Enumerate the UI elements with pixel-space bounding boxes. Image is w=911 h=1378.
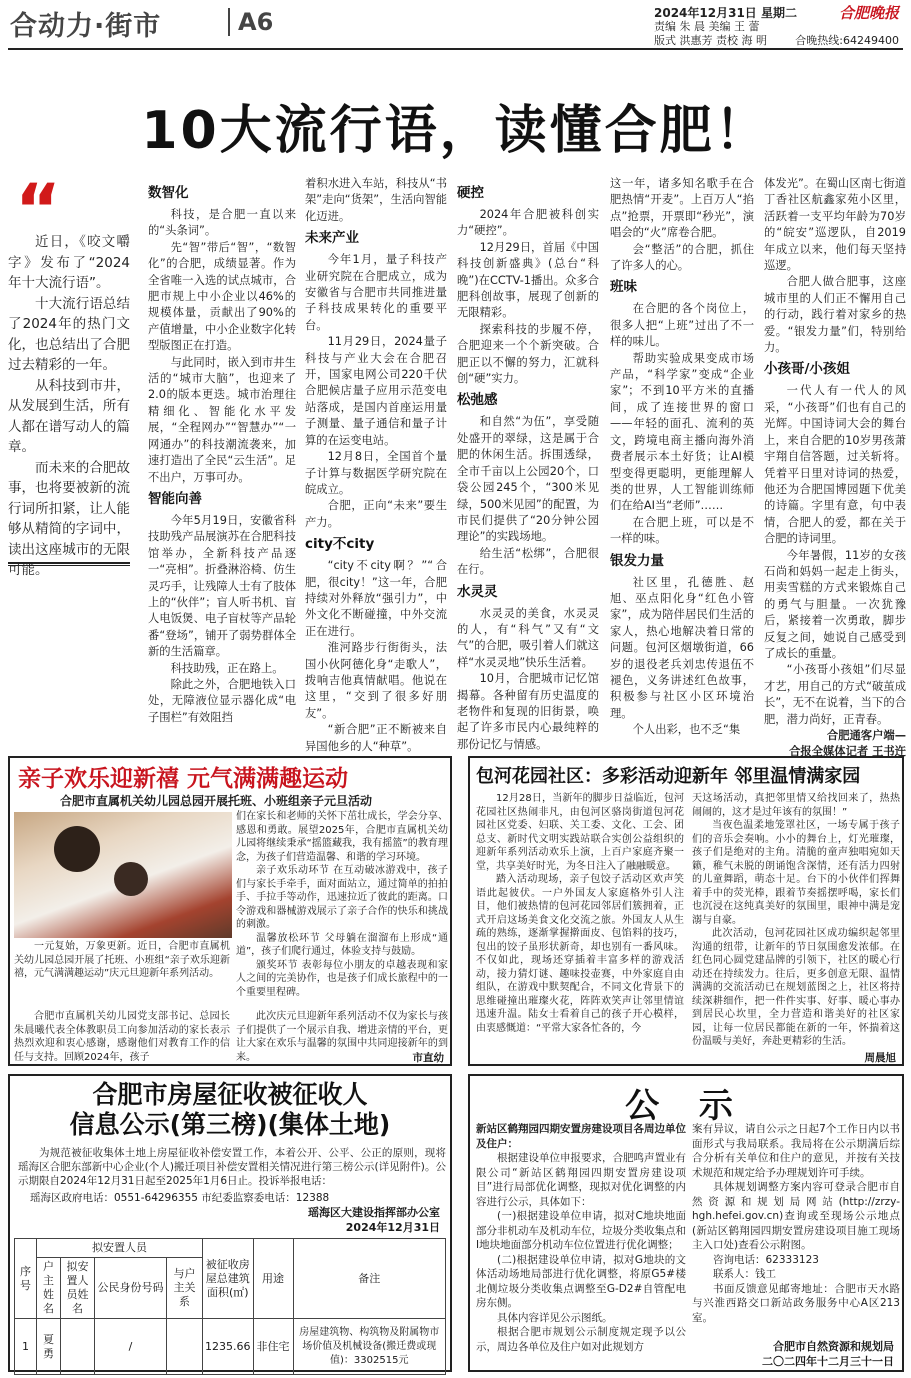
kids-subtitle: 合肥市直属机关幼儿园总园开展托班、小班组亲子元旦活动 xyxy=(60,794,373,808)
kids-bottom-right: 此次庆元旦迎新年系列活动不仅为家长与孩子们提供了一个展示自我、增进亲情的平台，更让大家在欢乐与温馨的氛围中共同迎接新年的到来。 xyxy=(236,1011,448,1063)
header-rule xyxy=(8,48,903,50)
article-column-5: 体发光”。在蜀山区南七街道丁香社区航鑫家苑小区里，活跃着一支平均年龄为70岁的“皖安”巡逻队，自2019年成立以来，他们每天坚持巡逻。 合肥人做合肥事，这座城市里的人们正不懈用自己的行动，践行着对家乡的热爱。“银发力量”们，特别给力。 小孩哥/小孩姐 一代人有一代人的风采，“小孩哥”们也有自己的光辉。中国诗词大会的舞台上，来自合肥的10岁男孩萧宇翔自信答题，过关斩将。凭着平日里对诗词的热爱，他还为合肥国博园题下优美的诗篇。字里有意，句中表情，合肥人的爱，都在关于合肥的诗词里。 今年暑假，11岁的女孩石尚和妈妈一起走上街头，用卖雪糕的方式来锻炼自己的勇气与胆量。一次犹豫后，紧接着一次勇敢，脚步反复之间，她说自己感受到了成长的重量。 “小孩哥小孩姐”们尽显才艺，用自己的方式“破茧成长”，无不在说着，当下的合肥，潜力尚好，正青春。 合肥通客户端— 合报全媒体记者 王书迕 xyxy=(764,176,906,740)
kids-right-text: 们在家长和老师的关怀下茁壮成长，学会分享、感恩和勇敢。展望2025年，合肥市直属机关幼儿园将继续秉承“摇篮藏我，我有摇篮”的教育理念，为孩子们营造温馨、和谐的学习环境。 亲子欢乐动环节 在互动破冰游戏中，孩子们与家长手牵手，面对面站立，通过简单的拍拍手、手拉手等动作，迅速拉近了彼此的距离。口令游戏和器械游戏展示了亲子合作的快乐和挑战的刺激。 温馨放松环节 父母躺在溜溜布上形成“通道”，孩子们爬行通过，体验支持与鼓励。 颁奖环节 表彰每位小朋友的卓越表现和家人之间的完美协作，也是孩子们成长旅程中的一个重要里程碑。 xyxy=(236,811,448,998)
intro-text: 近日，《咬文嚼字》发布了“2024年十大流行语”。 十大流行语总结了2024年的热门文化，也总结出了合肥过去精彩的一年。 从科技到市井，从发展到生活，所有人都在谱写动人的篇章。 而未来的合肥故事，也将要被新的流行词所扣紧，让人能够从精简的字词中，读出这座城市的无限可能。 xyxy=(8,234,130,578)
housing-title-2: 信息公示(第三榜)(集体土地) xyxy=(69,1110,391,1139)
th-use: 用途 xyxy=(253,1239,293,1319)
person-head-icon xyxy=(54,826,100,872)
editor-line: 责编 朱 晨 美编 王 蕾 xyxy=(654,20,760,33)
kids-byline: 市直幼 xyxy=(412,1052,444,1064)
brand-logo: 合肥晚报 xyxy=(838,4,899,22)
th-owner: 户主姓名 xyxy=(37,1258,61,1319)
housing-notice-box xyxy=(8,1074,452,1372)
planning-notice-box xyxy=(468,1074,904,1372)
baohe-title: 包河花园社区：多彩活动迎新年 邻里温情满家园 xyxy=(476,766,861,787)
notice-title: 公 示 xyxy=(625,1086,747,1126)
hotline: 合晚热线:64249400 xyxy=(795,34,899,47)
table-row: 1 夏勇 / 1235.66 非住宅 房屋建筑物、构筑物及附属物市场价值及机械设备(搬迁费或现值)：3302515元 xyxy=(15,1319,446,1375)
notice-left-text: 新站区鹤翔园四期安置房建设项目各周边单位及住户： 根据建设单位申报要求，合肥鸣声置业有限公司“新站区鹤翔园四期安置房建设项目”进行局部优化调整，现拟对优化调整的内容进行公示，具体如下： (一)根据建设单位申请，拟对C地块地面部分非机动车及机动车位，垃圾分类收集点和I地块地面部分机动车位位置进行优化调整； (二)根据建设单位申请，拟对G地块的文体活动场地局部进行优化调整，将原G5#楼北侧垃圾分类收集点调整至G-D2#自管配电房东侧。 具体内容详见公示图纸。 根据合肥市规划公示制度规定现予以公示，周边各单位及住户如对此规划方 xyxy=(476,1123,686,1353)
th-person: 拟安置人员姓名 xyxy=(61,1258,95,1319)
th-remark: 备注 xyxy=(293,1239,446,1319)
th-rel: 与户主关系 xyxy=(167,1258,203,1319)
th-anzhi: 拟安置人员 xyxy=(37,1239,203,1258)
th-no: 序号 xyxy=(15,1239,37,1319)
baohe-event-box xyxy=(468,756,904,1066)
byline-reporter: 合报全媒体记者 王书迕 xyxy=(789,745,906,759)
kids-title: 亲子欢乐迎新禧 元气满满趣运动 xyxy=(18,766,349,792)
th-area: 被征收房屋总建筑面积(㎡) xyxy=(203,1239,254,1319)
section-title: 合动力·街市 xyxy=(10,11,162,42)
article-column-3: 硬控 2024年合肥被科创实力“硬控”。 12月29日，首届《中国科技创新盛典》(总台“科晚”)在CCTV-1播出。众多合肥科创故事，展现了创新的无限精彩。 探索科技的步履不停，合肥迎来一个个新突破。合肥正以不懈的努力，汇就科创“硬”实力。 松弛感 和自然“为伍”，享受随处盛开的翠绿，这是属于合肥的休闲生活。拆围透绿，全市千亩以上公园20个，口袋公园245个，“300米见绿，500米见园”的配置，为市民们提供了“20分钟公园理论”的实践场地。 给生活“松绑”，合肥很在行。 水灵灵 水灵灵的美食，水灵灵的人，有“科气”又有“文气”的合肥，吸引着人们就这样“水灵灵地”快乐生活着。 10月，合肥城市记忆馆揭幕。各种留有历史温度的老物件和复现的旧街景，唤起了许多市民内心最纯粹的那份记忆与情感。 xyxy=(457,185,599,751)
kids-photo xyxy=(14,812,232,938)
kids-bottom-left: 合肥市直属机关幼儿园党支部书记、总园长朱晨曦代表全体教职员工向参加活动的家长表示热烈欢迎和衷心感谢，感谢他们对教育工作的信任与支持。回顾2024年，孩子 xyxy=(14,1011,230,1063)
notice-date: 二〇二四年十二月三十一日 xyxy=(762,1355,894,1368)
housing-body: 为规范被征收集体土地上房屋征收补偿安置工作，本着公开、公平、公正的原则，现将瑶海区合肥东部新中心企业(个人)搬迁项目补偿安置相关情况进行第三榜公示(详见附件)。公示期限自2024年12月31日起至2025年1月6日止。投诉举报电话： xyxy=(18,1147,446,1187)
issue-date: 2024年12月31日 星期二 xyxy=(654,6,798,20)
byline: 合肥通客户端— xyxy=(826,729,906,742)
housing-table xyxy=(14,1238,446,1375)
baohe-byline: 周晨旭 xyxy=(864,1052,896,1064)
housing-org: 瑶海区大建设指挥部办公室 xyxy=(308,1206,440,1219)
proof-line: 版式 洪惠芳 责校 海 明 xyxy=(654,34,767,47)
baohe-right-text: 天这场活动，真把邻里情又给找回来了，热热闹闹的，这才是过年该有的氛围！” 当夜色温柔地笼罩社区，一场专属于孩子们的音乐会奏响。小小的舞台上，灯光璀璨，孩子们是绝对的主角。清脆的童声独唱宛如天籁，稚气未脱的朗诵饱含深情，还有活力四射的儿童舞蹈，萌态十足。台下的小伙伴们挥舞着手中的荧光棒，跟着节奏摇摆呼喝，家长们也沉浸在这纯真美好的氛围里，眼神中满是宠溺与自豪。 此次活动，包河花园社区成功编织起邻里沟通的纽带，让新年的节日氛围愈发浓郁。在红色同心圆党建品牌的引领下，社区的暖心行动还在持续发力。往后，更多创意无限、温情满满的交流活动已在规划蓝图之上，社区将持续深耕细作，把一件件实事、好事、暖心事办到居民心坎里，全力营造和谐美好的社区家园，让每一位居民都能在新的一年，怀揣着这份温暖与美好，奔赴更精彩的生活。 xyxy=(692,793,900,1047)
housing-date: 2024年12月31日 xyxy=(345,1221,440,1234)
notice-right-text: 案有异议，请自公示之日起7个工作日内以书面形式与我局联系。我局将在公示期满后综合分析有关单位和住户的意见，并按有关技术规范和规定给予办理规划许可手续。 具体规划调整方案内容可登录合肥市自然资源和规划局网站(http://zrzy-hgh.hefei.gov.cn)查询或至现场公示地点(新站区鹤翔园四期安置房建设项目施工现场主入口处)查看公示附图。 咨询电话：62333123 联系人：钱工 书面反馈意见邮寄地址：合肥市天水路与兴淮西路交口新站政务服务中心A区213室。 xyxy=(692,1123,900,1324)
masthead-info xyxy=(654,6,899,48)
article-column-2: 着积水进入车站，科技从“书架”走向“货架”，生活向智能化迈进。 未来产业 今年1月，量子科技产业研究院在合肥成立，成为安徽省与合肥市共同推进量子科技成果转化的重要平台。 11月29日，2024量子科技与产业大会在合肥召开，国家电网公司220千伏合肥候店量子应用示范变电站落成，是国内首座运用量子测量、量子通信和量子计算的在运变电站。 12月8日，全国首个量子计算与数据医学研究院在皖成立。 合肥，正向“未来”要生产力。 city不city “city不city啊？”“合肥，很city！”这一年，合肥持续对外释放“强引力”，中外文化不断碰撞，中外交流正在进行。 淮河路步行街街头，法国小伙阿德化身“走歌人”，拨响吉他真情献唱。他说在这里，“交到了很多好朋友”。 “新合肥”正不断被来自异国他乡的人“种草”。 xyxy=(305,177,447,753)
article-column-4: 这一年，诸多知名歌手在合肥热情“开麦”。上百万人“掐点”抢票，开票即“秒光”，演唱会的“火”席卷合肥。 会“整活”的合肥，抓住了许多人的心。 班味 在合肥的各个岗位上，很多人把“上班”过出了不一样的味儿。 帮助实验成果变成市场产品，“科学家”变成“企业家”；不到10平方米的直播间，成了连接世界的窗口——年轻的面孔、流利的英文，跨境电商主播向海外消费者展示本土好货；让AI模型变得更聪明，更能理解人类的世界，人工智能训练师们在给AI当“老师”…… 在合肥上班，可以是不一样的味。 银发力量 社区里，孔德胜、赵旭、巫点阳化身“红色小管家”，成为陪伴居民们生活的家人，热心地解决着日常的问题。包河区烟墩街道，66岁的退役老兵刘忠传退伍不褪色，义务讲述红色故事，积极参与社区小区环境治理。 个人出彩，也不乏“集 xyxy=(610,177,754,737)
main-title: 10大流行语，读懂合肥！ xyxy=(141,101,770,161)
th-id: 公民身份号码 xyxy=(95,1258,167,1319)
article-column-1: 数智化 科技，是合肥一直以来的“头条词”。 先“智”带后“智”，“数智化”的合肥，成绩显著。作为全省唯一入选的试点城市，合肥市规上中小企业以46%的规模体量，贡献出了90%的产值增量，中小企业数字化转型版图正在打造。 与此同时，嵌入到市井生活的“城市大脑”，也迎来了2.0的版本更迭。城市治理往精细化、智能化水平发展，“全程网办”“智慧办”“一网通办”的科技潮流袭来，加速打造出了全民“云生活”。足不出户，万事可办。 智能向善 今年5月19日，安徽省科技助残产品展演苏在合肥科技馆举办，全新科技产品逐一“亮相”。折叠淋浴椅、仿生灵巧手，让残障人士有了肢体上的“伙伴”；盲人听书机、盲人电饭煲、电子盲杖等产品轮番“登场”，铺开了弱势群体全新的生活篇章。 科技助残，正在路上。 除此之外，合肥地铁入口处，无障液位显示器化成“电子围栏”有效阻挡 xyxy=(148,185,296,724)
housing-tel: 瑶海区政府电话：0551-64296355 市纪委监察委电话：12388 xyxy=(30,1192,330,1204)
intro-divider xyxy=(8,562,130,566)
kids-caption: 一元复始，万象更新。近日，合肥市直属机关幼儿园总园开展了托班、小班组“亲子欢乐迎新禧，元气满满趣运动”庆元旦迎新年系列活动。 xyxy=(14,941,230,979)
kids-event-box xyxy=(8,756,452,1066)
housing-title-1: 合肥市房屋征收被征收人 xyxy=(92,1080,368,1109)
child-head-icon xyxy=(114,862,148,896)
notice-org: 合肥市自然资源和规划局 xyxy=(773,1340,894,1353)
baohe-left-text: 12月28日，当新年的脚步日益临近，包河花园社区热闹非凡，由包河区骆岗街道包河花园社区党委、妇联、关工委、文化、工会、团总支、新时代文明实践站联合实创公益组织的迎新年系列活动欢乐上演，上百户家庭齐聚一堂，共享美好时光，为冬日注入了融融暖意。 踏入活动现场，亲子包饺子活动区欢声笑语此起彼伏。一户外国友人家庭格外引人注目，他们被热情的包河花园邻居们簇拥着，正式开启这场美食文化交流之旅。外国友人从生疏的熟练，逐渐掌握擀面皮、包馅料的技巧，包出的饺子虽形状新奇，却也别有一番风味。不仅如此，现场还穿插着丰富多样的游戏活动，接力猜灯谜、趣味投壶赛，中外家庭自由组队，在游戏中默契配合，不同文化背景下的思维碰撞出璀璨火花，阵阵欢笑声让邻里情谊迅速升温。陆女士看着自己的孩子开心模样，由衷感慨道：“平常大家各忙各的，今 xyxy=(476,793,684,1034)
quote-mark-icon: “ xyxy=(15,169,62,251)
page-number: A6 xyxy=(228,8,273,36)
